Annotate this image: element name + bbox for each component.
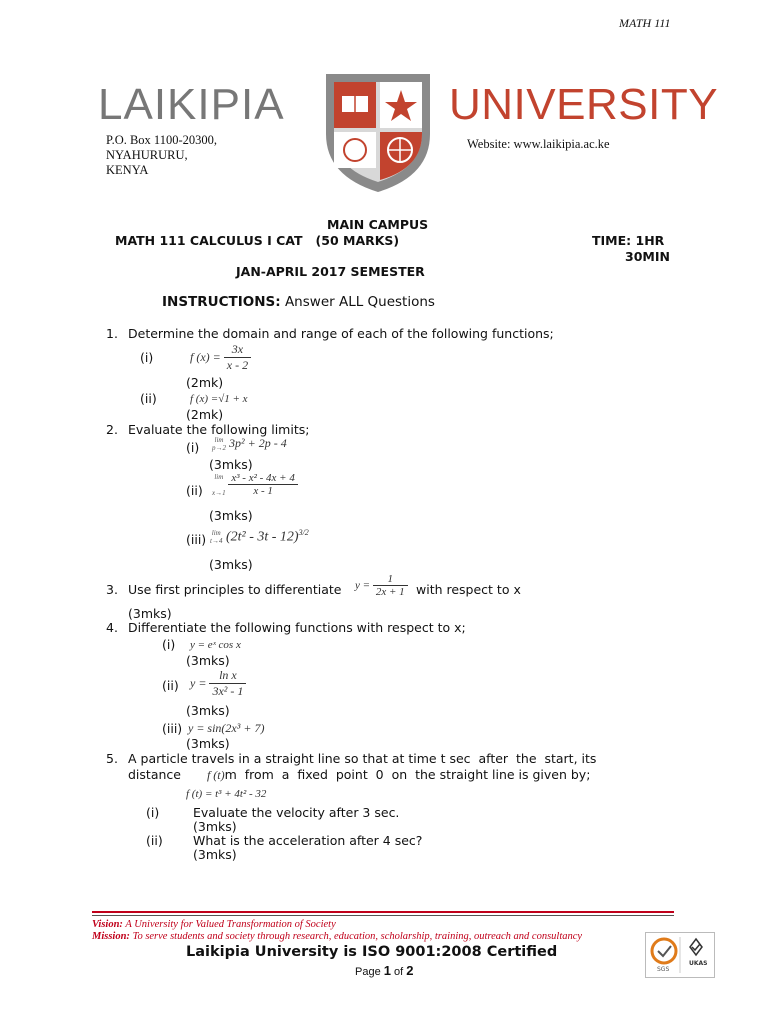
exam-title: MATH 111 CALCULUS I CAT (50 MARKS) bbox=[115, 233, 400, 248]
website: Website: www.laikipia.ac.ke bbox=[467, 137, 610, 151]
q2-i-marks: (3mks) bbox=[209, 457, 253, 472]
postal-address: P.O. Box 1100-20300, NYAHURURU, KENYA bbox=[106, 133, 218, 177]
q1-ii-marks: (2mk) bbox=[186, 407, 224, 422]
q2-ii-formula: lim x→1 $\frac{\text{x³ - x² - 4x + 4}}{x - 1}$ bbox=[212, 472, 298, 497]
q1-i-label: (i) bbox=[140, 350, 154, 365]
q2-i-label: (i) bbox=[186, 440, 200, 455]
q4-ii-label: (ii) bbox=[162, 678, 179, 693]
q4-i-marks: (3mks) bbox=[186, 653, 230, 668]
exam-time: TIME: 1HR bbox=[592, 233, 665, 248]
q3-text: Use first principles to differentiate bbox=[128, 582, 342, 597]
q2-iii-formula: lim t→4 (2t² - 3t - 12)$^{3/2}$ bbox=[210, 528, 309, 546]
q2-text: Evaluate the following limits; bbox=[128, 422, 310, 437]
q4-iii-marks: (3mks) bbox=[186, 736, 230, 751]
university-wordmark: UNIVERSITY bbox=[449, 80, 719, 129]
laikipia-wordmark: LAIKIPIA bbox=[98, 80, 285, 129]
iso-badges: SGS UKAS bbox=[645, 932, 715, 978]
q1-text: Determine the domain and range of each of the following functions; bbox=[128, 326, 554, 341]
q1-ii-formula: f (x) =√1 + x bbox=[190, 393, 248, 405]
q4-ii-formula: y = $\frac{\text{ln x}}{\text{3x² - 1}}$ bbox=[190, 668, 246, 699]
q3-text-b: with respect to x bbox=[416, 582, 521, 597]
q1-ii-label: (ii) bbox=[140, 391, 157, 406]
q5-i-marks: (3mks) bbox=[193, 819, 237, 834]
iso-certification: Laikipia University is ISO 9001:2008 Certified bbox=[186, 944, 558, 960]
q4-iii-formula: y = sin(2x³ + 7) bbox=[188, 721, 265, 735]
q2-ii-label: (ii) bbox=[186, 483, 203, 498]
q4-iii-label: (iii) bbox=[162, 721, 183, 736]
q2-i-formula: lim p→2 3p² + 2p - 4 bbox=[212, 436, 287, 453]
footer-vision: Vision: A University for Valued Transformation of Society bbox=[92, 919, 336, 930]
footer-divider-red bbox=[92, 911, 674, 913]
semester-heading: JAN-APRIL 2017 SEMESTER bbox=[236, 264, 425, 279]
q4-i-label: (i) bbox=[162, 637, 176, 652]
q5-ii-marks: (3mks) bbox=[193, 847, 237, 862]
course-code-top: MATH 111 bbox=[619, 16, 671, 30]
q4-number: 4. bbox=[106, 620, 118, 635]
q2-ii-marks: (3mks) bbox=[209, 508, 253, 523]
q4-ii-marks: (3mks) bbox=[186, 703, 230, 718]
q5-i-label: (i) bbox=[146, 805, 160, 820]
q5-ii-text: What is the acceleration after 4 sec? bbox=[193, 833, 423, 848]
exam-time-minutes: 30MIN bbox=[625, 249, 670, 264]
q5-i-text: Evaluate the velocity after 3 sec. bbox=[193, 805, 400, 820]
q1-i-formula: f (x) = $\frac{3x}{x - 2}$ bbox=[190, 342, 251, 373]
q3-marks: (3mks) bbox=[128, 606, 172, 621]
footer-divider-dark bbox=[92, 915, 674, 916]
q2-iii-marks: (3mks) bbox=[209, 557, 253, 572]
q3-formula: y = $\frac{1}{2x + 1}$ bbox=[355, 573, 408, 598]
q2-iii-label: (iii) bbox=[186, 532, 207, 547]
campus-heading: MAIN CAMPUS bbox=[327, 217, 429, 232]
q4-i-formula: y = eˣ cos x bbox=[190, 639, 241, 651]
university-crest-icon bbox=[320, 68, 436, 194]
page-number: Page 1 of 2 bbox=[355, 963, 414, 978]
q2-number: 2. bbox=[106, 422, 118, 437]
instructions: INSTRUCTIONS: Answer ALL Questions bbox=[162, 294, 435, 310]
footer-mission: Mission: To serve students and society through research, education, scholarship, training, outreach and consultancy bbox=[92, 931, 583, 942]
q5-number: 5. bbox=[106, 751, 118, 766]
q1-number: 1. bbox=[106, 326, 118, 341]
q5-text-line2: distance f (t)m from a fixed point 0 on the straight line is given by; bbox=[128, 767, 591, 782]
q5-formula: f (t) = t³ + 4t² - 32 bbox=[186, 788, 267, 800]
q5-text-line1: A particle travels in a straight line so that at time t sec after the start, its bbox=[128, 751, 597, 766]
q5-ii-label: (ii) bbox=[146, 833, 163, 848]
q4-text: Differentiate the following functions with respect to x; bbox=[128, 620, 466, 635]
q3-number: 3. bbox=[106, 582, 118, 597]
q1-i-marks: (2mk) bbox=[186, 375, 224, 390]
